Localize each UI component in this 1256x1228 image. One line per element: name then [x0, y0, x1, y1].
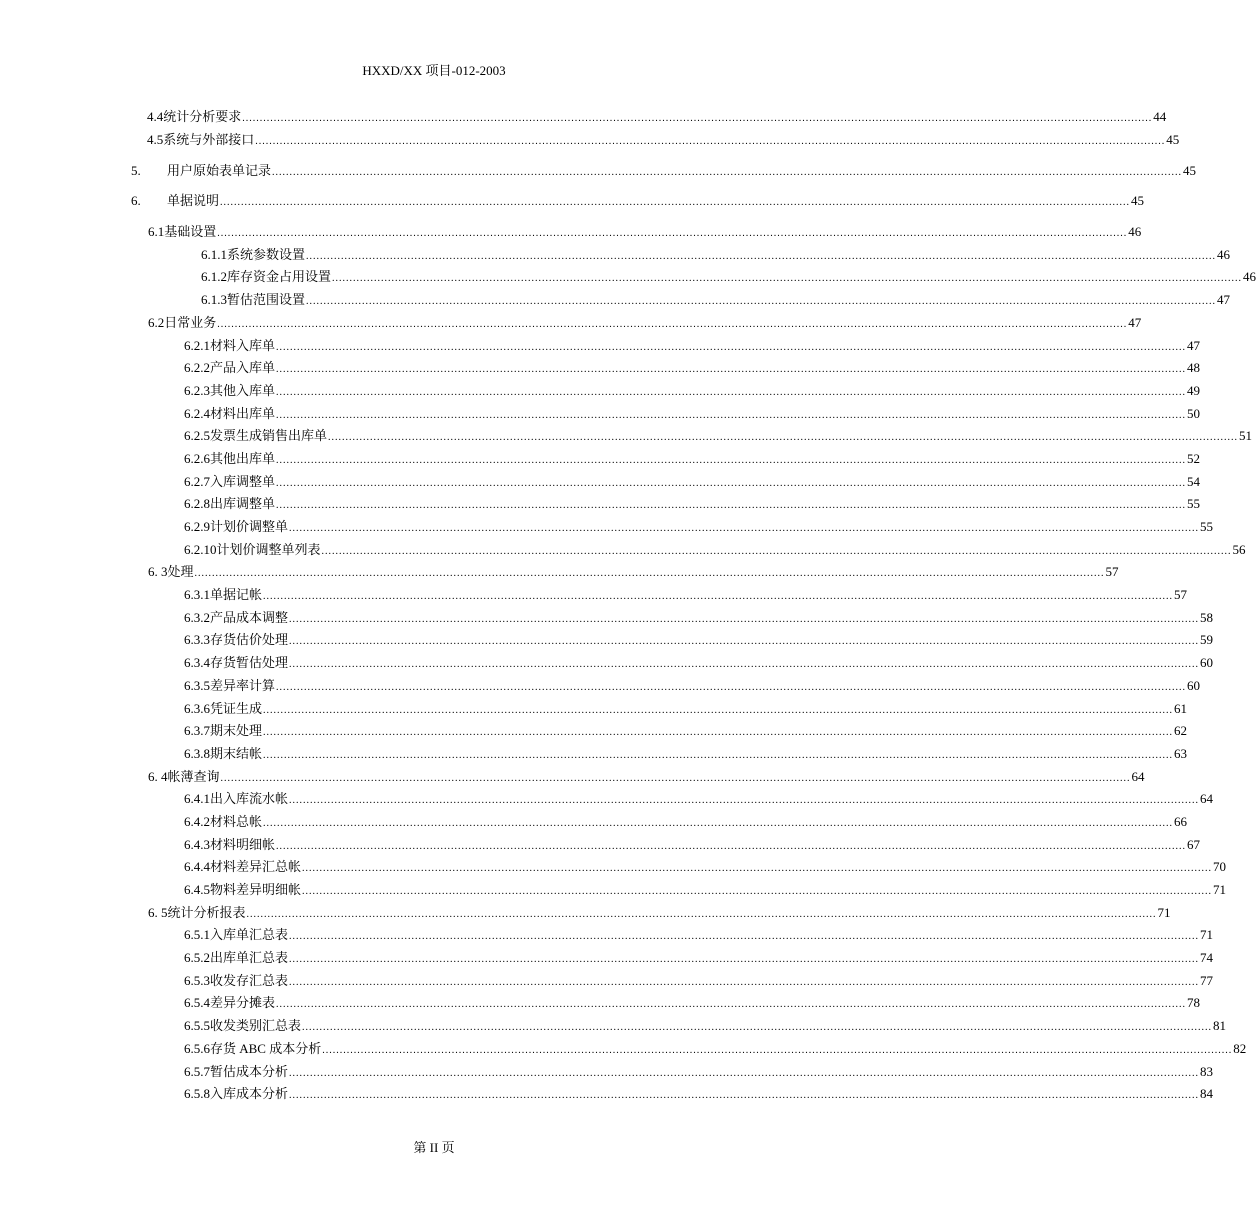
- toc-entry-page-number: 61: [1174, 700, 1188, 716]
- toc-entry-label: [184, 360, 275, 376]
- toc-entry-number: 4.5: [147, 132, 164, 148]
- toc-entry-page-number: 49: [1187, 382, 1201, 398]
- toc-entry-number: 6. 5: [148, 904, 168, 920]
- toc-dot-leader: ....................................................................................................................................................................................................................................................................: [289, 1090, 1200, 1102]
- toc-dot-leader: ....................................................................................................................................................................................................................................................................: [276, 681, 1187, 693]
- toc-dot-leader: ....................................................................................................................................................................................................................................................................: [289, 795, 1200, 807]
- toc-entry-label: [184, 950, 288, 966]
- toc-entry-label: [184, 519, 288, 535]
- toc-entry-number: 6.1.1: [201, 246, 227, 262]
- toc-entry-title: 发票生成销售出库单: [210, 428, 328, 444]
- toc-entry-page-number: 57: [1105, 564, 1119, 580]
- toc-dot-leader: ....................................................................................................................................................................................................................................................................: [322, 1044, 1233, 1056]
- toc-entry-page-number: 83: [1200, 1063, 1214, 1079]
- toc-entry-title: 材料总帐: [210, 813, 263, 829]
- toc-entry-number: 6.5.2: [184, 950, 210, 966]
- toc-entry-title: 入库调整单: [210, 473, 276, 489]
- toc-entry-number: 6.1.2: [201, 269, 227, 285]
- toc-entry-title: 产品成本调整: [210, 609, 289, 625]
- toc-entry-page-number: 70: [1213, 859, 1227, 875]
- toc-entry-label: [131, 163, 271, 179]
- toc-entry-title: 基础设置: [164, 224, 217, 240]
- toc-entry[interactable]: [0, 879, 1227, 902]
- toc-dot-leader: ....................................................................................................................................................................................................................................................................: [289, 613, 1200, 625]
- toc-entry[interactable]: [0, 266, 1256, 289]
- toc-entry-label: [184, 723, 262, 739]
- toc-entry-label: [148, 315, 216, 331]
- toc-entry-page-number: 47: [1187, 337, 1201, 353]
- toc-entry-label: [184, 973, 288, 989]
- toc-entry-number: 6.3.8: [184, 745, 210, 761]
- toc-dot-leader: ....................................................................................................................................................................................................................................................................: [276, 364, 1187, 376]
- toc-dot-leader: ....................................................................................................................................................................................................................................................................: [276, 999, 1187, 1011]
- toc-entry-page-number: 71: [1200, 927, 1214, 943]
- toc-entry-label: [148, 224, 216, 240]
- toc-entry[interactable]: [0, 1060, 1214, 1083]
- toc-dot-leader: ....................................................................................................................................................................................................................................................................: [217, 318, 1128, 330]
- toc-entry-page-number: 52: [1187, 450, 1201, 466]
- toc-entry-page-number: 59: [1200, 632, 1214, 648]
- toc-entry[interactable]: [0, 652, 1214, 675]
- toc-entry-title: 期末结帐: [210, 745, 263, 761]
- toc-entry[interactable]: [0, 380, 1201, 403]
- toc-entry-title: 入库单汇总表: [210, 927, 289, 943]
- toc-dot-leader: ....................................................................................................................................................................................................................................................................: [289, 1067, 1200, 1079]
- toc-entry-number: 6.2.6: [184, 450, 210, 466]
- toc-entry-title: 计划价调整单: [210, 519, 289, 535]
- toc-entry[interactable]: [0, 159, 1197, 182]
- toc-entry[interactable]: [0, 106, 1167, 129]
- toc-entry-label: [184, 882, 301, 898]
- toc-entry-number: 6.2.10: [184, 541, 217, 557]
- toc-entry-number: 6.3.6: [184, 700, 210, 716]
- toc-entry-page-number: 67: [1187, 836, 1201, 852]
- toc-entry-number: 6.3.2: [184, 609, 210, 625]
- toc-entry-title: 物料差异明细帐: [210, 882, 302, 898]
- toc-entry[interactable]: [0, 425, 1253, 448]
- toc-entry-number: 6.3.1: [184, 587, 210, 603]
- toc-entry-page-number: 81: [1213, 1018, 1227, 1034]
- toc-entry-page-number: 64: [1131, 768, 1145, 784]
- toc-dot-leader: ....................................................................................................................................................................................................................................................................: [328, 432, 1239, 444]
- toc-entry-label: [201, 247, 305, 263]
- toc-entry-page-number: 56: [1232, 541, 1246, 557]
- toc-entry[interactable]: [0, 584, 1188, 607]
- toc-entry-label: [184, 859, 301, 875]
- toc-entry-title: 处理: [167, 564, 194, 580]
- toc-entry-page-number: 45: [1131, 193, 1145, 209]
- toc-entry-number: 6.5.8: [184, 1086, 210, 1102]
- toc-entry-page-number: 82: [1233, 1040, 1247, 1056]
- toc-entry-page-number: 71: [1157, 904, 1171, 920]
- toc-entry-number: 6.5.7: [184, 1063, 210, 1079]
- toc-entry-title: 材料差异汇总帐: [210, 859, 302, 875]
- toc-entry-page-number: 44: [1153, 109, 1167, 125]
- toc-dot-leader: ....................................................................................................................................................................................................................................................................: [276, 840, 1187, 852]
- toc-entry-title: 存货 ABC 成本分析: [210, 1040, 322, 1056]
- toc-entry-page-number: 63: [1174, 745, 1188, 761]
- toc-dot-leader: ....................................................................................................................................................................................................................................................................: [306, 250, 1217, 262]
- toc-dot-leader: ....................................................................................................................................................................................................................................................................: [302, 886, 1213, 898]
- toc-entry-number: 6.4.4: [184, 859, 210, 875]
- toc-dot-leader: ....................................................................................................................................................................................................................................................................: [263, 749, 1174, 761]
- toc-entry-label: [184, 383, 275, 399]
- toc-entry-title: 其他出库单: [210, 450, 276, 466]
- toc-entry-number: 4.4: [147, 109, 164, 125]
- toc-entry-title: 差异分摊表: [210, 995, 276, 1011]
- toc-entry[interactable]: [0, 243, 1231, 266]
- toc-entry[interactable]: [0, 1083, 1214, 1106]
- toc-entry-label: [184, 927, 288, 943]
- toc-entry-title: 帐薄查询: [167, 768, 220, 784]
- toc-entry-page-number: 64: [1200, 791, 1214, 807]
- toc-entry-number: 6.3.7: [184, 723, 210, 739]
- toc-entry-page-number: 58: [1200, 609, 1214, 625]
- toc-entry-page-number: 60: [1187, 677, 1201, 693]
- toc-entry-number: 6.2: [148, 314, 165, 330]
- toc-entry-number: 6.2.3: [184, 382, 210, 398]
- toc-entry-number: 6.4.3: [184, 836, 210, 852]
- toc-entry-page-number: 62: [1174, 723, 1188, 739]
- toc-dot-leader: ....................................................................................................................................................................................................................................................................: [217, 228, 1128, 240]
- toc-entry-label: [148, 905, 246, 921]
- toc-entry[interactable]: [0, 901, 1171, 924]
- toc-entry[interactable]: [0, 765, 1145, 788]
- toc-entry[interactable]: [0, 629, 1214, 652]
- toc-entry-title: 统计分析要求: [163, 109, 242, 125]
- toc-entry-page-number: 48: [1187, 360, 1201, 376]
- toc-entry-number: 6.5.5: [184, 1018, 210, 1034]
- toc-entry-label: [184, 451, 275, 467]
- toc-dot-leader: ....................................................................................................................................................................................................................................................................: [276, 500, 1187, 512]
- toc-entry-title: 入库成本分析: [210, 1086, 289, 1102]
- page-header: HXXD/XX 项目-012-2003: [362, 63, 506, 78]
- toc-entry-title: 暂估成本分析: [210, 1063, 289, 1079]
- toc-entry-page-number: 54: [1187, 473, 1201, 489]
- toc-entry-number: 6.3.5: [184, 677, 210, 693]
- toc-dot-leader: ....................................................................................................................................................................................................................................................................: [263, 727, 1174, 739]
- toc-entry-page-number: 71: [1213, 882, 1227, 898]
- toc-entry[interactable]: [0, 811, 1188, 834]
- toc-entry-title: 差异率计算: [210, 677, 276, 693]
- toc-entry-page-number: 45: [1166, 132, 1180, 148]
- toc-dot-leader: ....................................................................................................................................................................................................................................................................: [306, 296, 1217, 308]
- toc-entry-number: 6.2.5: [184, 428, 210, 444]
- toc-entry-page-number: 77: [1200, 972, 1214, 988]
- toc-entry-page-number: 46: [1128, 224, 1142, 240]
- toc-entry-number: 6.5.1: [184, 927, 210, 943]
- toc-dot-leader: ....................................................................................................................................................................................................................................................................: [302, 1022, 1213, 1034]
- toc-entry[interactable]: [0, 788, 1214, 811]
- toc-entry-page-number: 47: [1217, 292, 1231, 308]
- toc-entry-title: 系统参数设置: [227, 246, 306, 262]
- toc-entry-page-number: 57: [1174, 587, 1188, 603]
- toc-entry-title: 系统与外部接口: [163, 132, 255, 148]
- toc-dot-leader: ....................................................................................................................................................................................................................................................................: [246, 908, 1157, 920]
- toc-dot-leader: ....................................................................................................................................................................................................................................................................: [276, 409, 1187, 421]
- toc-entry-label: [184, 995, 275, 1011]
- toc-entry-page-number: 74: [1200, 950, 1214, 966]
- toc-entry-label: [184, 701, 262, 717]
- toc-entry-page-number: 46: [1217, 246, 1231, 262]
- toc-entry-label: [147, 132, 254, 148]
- toc-entry-number: 6.1: [148, 224, 165, 240]
- toc-entry-title: 统计分析报表: [167, 904, 246, 920]
- toc-entry-label: [184, 791, 288, 807]
- toc-entry-label: [147, 109, 241, 125]
- toc-entry-title: 库存资金占用设置: [227, 269, 332, 285]
- toc-dot-leader: ....................................................................................................................................................................................................................................................................: [276, 341, 1187, 353]
- toc-entry[interactable]: [0, 561, 1119, 584]
- toc-entry[interactable]: [0, 697, 1188, 720]
- toc-entry[interactable]: [0, 289, 1231, 312]
- toc-dot-leader: ....................................................................................................................................................................................................................................................................: [263, 817, 1174, 829]
- toc-entry-title: 单据说明: [167, 193, 220, 209]
- toc-entry[interactable]: [0, 856, 1227, 879]
- toc-entry-number: 6. 3: [148, 564, 168, 580]
- toc-dot-leader: ....................................................................................................................................................................................................................................................................: [289, 659, 1200, 671]
- toc-entry-page-number: 47: [1128, 314, 1142, 330]
- toc-entry-label: [131, 193, 219, 209]
- toc-entry[interactable]: [0, 720, 1188, 743]
- toc-entry[interactable]: [0, 969, 1214, 992]
- toc-entry-number: 6.2.9: [184, 519, 210, 535]
- toc-dot-leader: ....................................................................................................................................................................................................................................................................: [321, 545, 1232, 557]
- toc-entry-title: 其他入库单: [210, 382, 276, 398]
- page-footer: 第 II 页: [413, 1140, 455, 1155]
- toc-entry-label: [184, 1041, 321, 1057]
- toc-entry-label: [184, 610, 288, 626]
- toc-entry-label: [184, 814, 262, 830]
- toc-entry-label: [184, 746, 262, 762]
- toc-entry-page-number: 55: [1200, 519, 1214, 535]
- toc-entry-number: 6.: [131, 193, 141, 209]
- toc-entry-page-number: 66: [1174, 813, 1188, 829]
- toc-entry[interactable]: [0, 743, 1188, 766]
- toc-entry-number: 6.4.5: [184, 882, 210, 898]
- toc-dot-leader: ....................................................................................................................................................................................................................................................................: [194, 568, 1105, 580]
- toc-dot-leader: ....................................................................................................................................................................................................................................................................: [276, 477, 1187, 489]
- toc-entry-title: 收发类别汇总表: [210, 1018, 302, 1034]
- toc-entry[interactable]: [0, 992, 1201, 1015]
- toc-dot-leader: ....................................................................................................................................................................................................................................................................: [332, 273, 1243, 285]
- toc-entry-label: [184, 406, 275, 422]
- toc-entry-title: 日常业务: [164, 314, 217, 330]
- toc-dot-leader: ....................................................................................................................................................................................................................................................................: [289, 523, 1200, 535]
- toc-entry-number: 6.1.3: [201, 292, 227, 308]
- toc-entry-title: 收发存汇总表: [210, 972, 289, 988]
- toc-entry[interactable]: [0, 129, 1180, 152]
- toc-entry-title: 材料入库单: [210, 337, 276, 353]
- toc-entry-number: 6.4.2: [184, 813, 210, 829]
- toc-entry-label: [148, 769, 220, 785]
- toc-entry[interactable]: [0, 947, 1214, 970]
- toc-dot-leader: ....................................................................................................................................................................................................................................................................: [289, 931, 1200, 943]
- toc-entry-number: 6.2.1: [184, 337, 210, 353]
- toc-entry-number: 6.2.8: [184, 496, 210, 512]
- toc-entry-title: 出库调整单: [210, 496, 276, 512]
- toc-entry-label: [201, 269, 331, 285]
- toc-dot-leader: ....................................................................................................................................................................................................................................................................: [242, 113, 1153, 125]
- toc-entry[interactable]: [0, 402, 1201, 425]
- toc-entry-page-number: 51: [1239, 428, 1253, 444]
- toc-dot-leader: ....................................................................................................................................................................................................................................................................: [302, 863, 1213, 875]
- toc-entry-number: 6.4.1: [184, 791, 210, 807]
- toc-dot-leader: ....................................................................................................................................................................................................................................................................: [263, 704, 1174, 716]
- toc-entry[interactable]: [0, 448, 1201, 471]
- toc-dot-leader: ....................................................................................................................................................................................................................................................................: [276, 454, 1187, 466]
- toc-entry-label: [184, 837, 275, 853]
- toc-entry-label: [184, 428, 327, 444]
- toc-entry[interactable]: [0, 606, 1214, 629]
- toc-entry-page-number: 50: [1187, 405, 1201, 421]
- toc-entry-number: 6. 4: [148, 768, 168, 784]
- toc-entry[interactable]: [0, 833, 1201, 856]
- toc-entry[interactable]: [0, 357, 1201, 380]
- toc-dot-leader: ....................................................................................................................................................................................................................................................................: [272, 166, 1183, 178]
- toc-dot-leader: ....................................................................................................................................................................................................................................................................: [289, 636, 1200, 648]
- toc-entry-page-number: 55: [1187, 496, 1201, 512]
- toc-entry-label: [184, 474, 275, 490]
- toc-entry-page-number: 84: [1200, 1086, 1214, 1102]
- toc-entry-label: [184, 542, 321, 558]
- toc-dot-leader: ....................................................................................................................................................................................................................................................................: [289, 954, 1200, 966]
- toc-entry-title: 计划价调整单列表: [216, 541, 321, 557]
- toc-entry-title: 出库单汇总表: [210, 950, 289, 966]
- toc-entry-number: 6.5.4: [184, 995, 210, 1011]
- toc-entry-label: [184, 632, 288, 648]
- toc-entry-label: [184, 655, 288, 671]
- toc-entry[interactable]: [0, 334, 1201, 357]
- toc-entry-number: 6.3.4: [184, 655, 210, 671]
- toc-entry[interactable]: [0, 470, 1201, 493]
- toc-dot-leader: ....................................................................................................................................................................................................................................................................: [289, 976, 1200, 988]
- toc-entry-number: 5.: [131, 162, 141, 178]
- toc-entry-title: 存货估价处理: [210, 632, 289, 648]
- toc-entry[interactable]: [0, 1015, 1227, 1038]
- table-of-contents: [0, 106, 1256, 1106]
- toc-entry[interactable]: [0, 493, 1201, 516]
- toc-entry-label: [184, 1064, 288, 1080]
- toc-entry-label: [184, 1086, 288, 1102]
- toc-entry[interactable]: [0, 190, 1145, 213]
- toc-entry[interactable]: [0, 675, 1201, 698]
- toc-entry-title: 出入库流水帐: [210, 791, 289, 807]
- toc-entry[interactable]: [0, 221, 1142, 244]
- toc-entry-title: 存货暂估处理: [210, 655, 289, 671]
- toc-dot-leader: ....................................................................................................................................................................................................................................................................: [276, 386, 1187, 398]
- toc-entry-label: [184, 496, 275, 512]
- toc-entry-number: 6.3.3: [184, 632, 210, 648]
- toc-entry-title: 材料出库单: [210, 405, 276, 421]
- toc-entry-label: [184, 338, 275, 354]
- toc-entry-title: 用户原始表单记录: [167, 162, 272, 178]
- toc-entry-title: 材料明细帐: [210, 836, 276, 852]
- toc-entry-title: 暂估范围设置: [227, 292, 306, 308]
- toc-entry-number: 6.2.7: [184, 473, 210, 489]
- toc-entry-label: [201, 292, 305, 308]
- toc-entry-page-number: 78: [1187, 995, 1201, 1011]
- toc-dot-leader: ....................................................................................................................................................................................................................................................................: [263, 591, 1174, 603]
- toc-entry-label: [184, 678, 275, 694]
- toc-dot-leader: ....................................................................................................................................................................................................................................................................: [220, 772, 1131, 784]
- toc-entry-number: 6.2.2: [184, 360, 210, 376]
- toc-entry[interactable]: [0, 538, 1246, 561]
- toc-entry[interactable]: [0, 1038, 1247, 1061]
- toc-entry-label: [184, 587, 262, 603]
- toc-entry-title: 期末处理: [210, 723, 263, 739]
- toc-entry-title: 凭证生成: [210, 700, 263, 716]
- toc-dot-leader: ....................................................................................................................................................................................................................................................................: [255, 136, 1166, 148]
- toc-entry-number: 6.5.6: [184, 1040, 210, 1056]
- toc-entry-page-number: 60: [1200, 655, 1214, 671]
- toc-entry-page-number: 45: [1183, 162, 1197, 178]
- toc-entry[interactable]: [0, 312, 1142, 335]
- toc-entry-number: 6.5.3: [184, 972, 210, 988]
- toc-entry-label: [148, 564, 194, 580]
- toc-dot-leader: ....................................................................................................................................................................................................................................................................: [220, 197, 1131, 209]
- toc-entry[interactable]: [0, 516, 1214, 539]
- toc-entry-label: [184, 1018, 301, 1034]
- toc-entry-title: 单据记帐: [210, 587, 263, 603]
- toc-entry-number: 6.2.4: [184, 405, 210, 421]
- toc-entry-page-number: 46: [1243, 269, 1256, 285]
- toc-entry-title: 产品入库单: [210, 360, 276, 376]
- toc-entry[interactable]: [0, 924, 1214, 947]
